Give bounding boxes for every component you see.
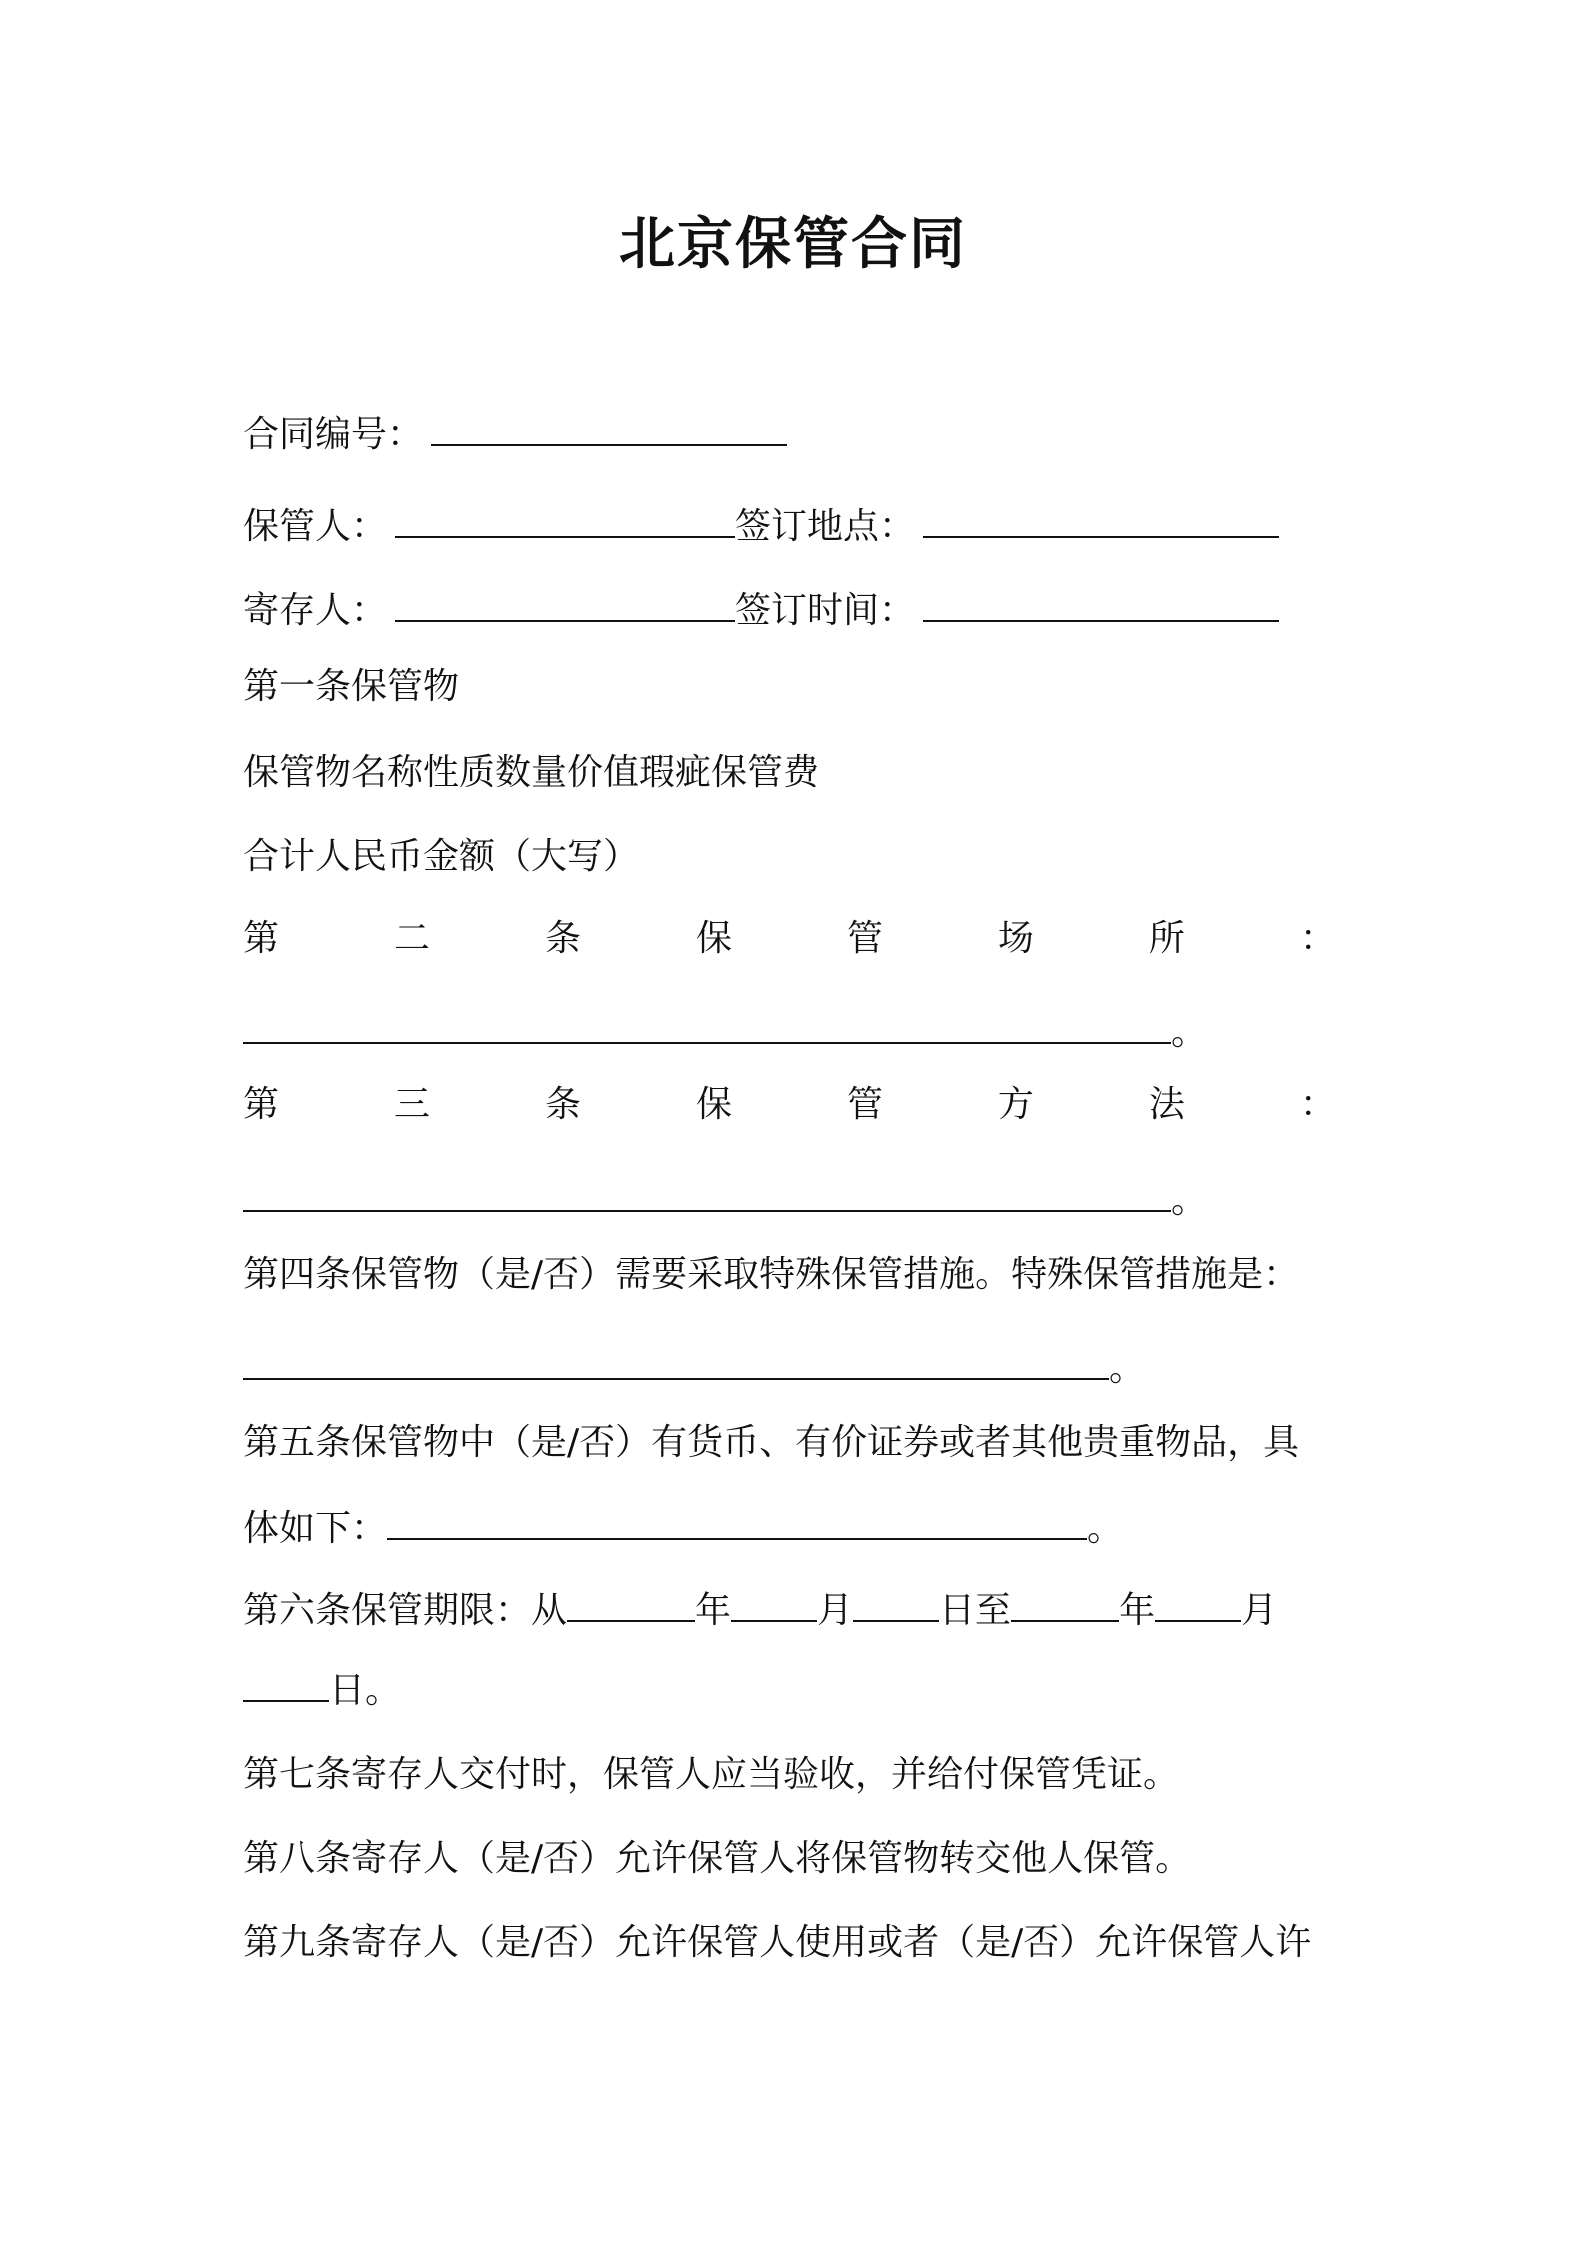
article4-period: 。 [1109, 1348, 1146, 1389]
article2-char: 第 [243, 918, 280, 959]
contract-number-line [243, 410, 1353, 460]
start-month-blank [731, 1590, 817, 1622]
article1-items: 保管物名称性质数量价值瑕疵保管费 [243, 752, 820, 793]
end-month-blank [1155, 1590, 1241, 1622]
article6-prefix: 第六条保管期限：从 [243, 1590, 568, 1631]
article4-blank-line [243, 1344, 1353, 1394]
start-day-blank [853, 1590, 939, 1622]
article1-total: 合计人民币金额（大写） [243, 836, 640, 877]
article4-text: 第四条保管物（是/否）需要采取特殊保管措施。特殊保管措施是： [243, 1254, 1300, 1295]
keeper-blank [395, 506, 735, 538]
start-year-blank [567, 1590, 695, 1622]
article3-char: ： [1299, 1084, 1336, 1125]
article2-char: ： [1299, 918, 1336, 959]
article3-heading [243, 1080, 1336, 1130]
article9-text: 第九条寄存人（是/否）允许保管人使用或者（是/否）允许保管人许 [243, 1922, 1312, 1963]
article3-char: 管 [846, 1084, 883, 1125]
article2-char: 二 [393, 918, 430, 959]
depositor-label: 寄存人： [243, 590, 388, 631]
article5-text-2: 体如下： [243, 1508, 388, 1549]
article2-char: 所 [1148, 918, 1185, 959]
end-month-label: 月 [1241, 1590, 1278, 1631]
article7-text: 第七条寄存人交付时，保管人应当验收，并给付保管凭证。 [243, 1754, 1180, 1795]
end-year-blank [1011, 1590, 1119, 1622]
article3-char: 保 [695, 1084, 732, 1125]
article5-line-2 [243, 1504, 1353, 1554]
article6-line-1 [243, 1586, 1353, 1636]
article2-char: 保 [695, 918, 732, 959]
article4-blank [243, 1348, 1109, 1380]
sign-time-blank [923, 590, 1279, 622]
article3-blank-line [243, 1176, 1353, 1226]
article2-char: 管 [846, 918, 883, 959]
start-day-to-label: 日至 [939, 1590, 1012, 1631]
article6-line-2 [243, 1666, 1353, 1716]
article2-period: 。 [1171, 1012, 1208, 1053]
start-month-label: 月 [817, 1590, 854, 1631]
keeper-label: 保管人： [243, 506, 388, 547]
sign-time-label: 签订时间： [735, 590, 916, 631]
start-year-label: 年 [695, 1590, 732, 1631]
article3-period: 。 [1171, 1180, 1208, 1221]
article3-blank [243, 1180, 1171, 1212]
contract-number-label: 合同编号： [243, 414, 424, 455]
article2-char: 条 [544, 918, 581, 959]
article5-text-1: 第五条保管物中（是/否）有货币、有价证券或者其他贵重物品，具 [243, 1422, 1300, 1463]
depositor-line [243, 586, 1353, 636]
end-day-blank [243, 1670, 329, 1702]
depositor-blank [395, 590, 735, 622]
article5-blank [387, 1508, 1087, 1540]
article3-char: 法 [1148, 1084, 1185, 1125]
article2-char: 场 [997, 918, 1034, 959]
article3-char: 条 [544, 1084, 581, 1125]
sign-place-blank [923, 506, 1279, 538]
article3-char: 三 [393, 1084, 430, 1125]
end-day-label: 日。 [329, 1670, 402, 1711]
document-title: 北京保管合同 [619, 212, 967, 277]
sign-place-label: 签订地点： [735, 506, 916, 547]
article5-period: 。 [1087, 1508, 1124, 1549]
end-year-label: 年 [1119, 1590, 1156, 1631]
article3-char: 方 [997, 1084, 1034, 1125]
article2-blank [243, 1012, 1171, 1044]
article8-text: 第八条寄存人（是/否）允许保管人将保管物转交他人保管。 [243, 1838, 1192, 1879]
article3-char: 第 [243, 1084, 280, 1125]
article2-blank-line [243, 1008, 1353, 1058]
article2-heading [243, 914, 1336, 964]
article1-heading: 第一条保管物 [243, 666, 460, 707]
contract-number-blank [431, 414, 787, 446]
keeper-line [243, 502, 1353, 552]
